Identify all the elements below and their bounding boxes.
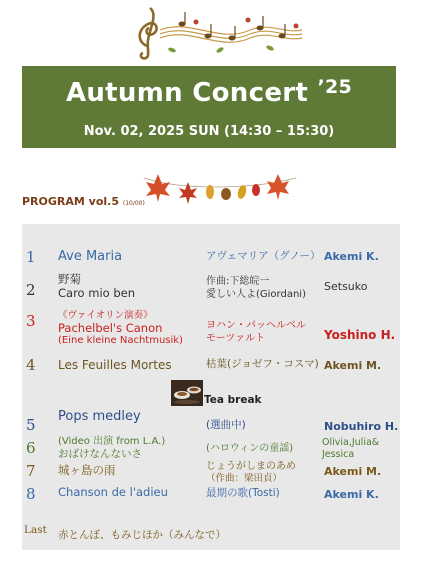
item-composer: アヴェマリア（グノー） (206, 250, 321, 262)
item-performer: Akemi K. (324, 250, 379, 263)
item-composer-line2: （作曲：梁田貞） (206, 473, 283, 484)
item-performer: Nobuhiro H. (324, 420, 399, 433)
item-composer: 枯葉(ジョゼフ・コスマ) (206, 358, 319, 370)
autumn-leaves-decoration (140, 168, 300, 208)
item-composer: 最期の歌(Tosti) (206, 487, 280, 499)
leaf-icon (221, 188, 231, 200)
item-composer: (選曲中) (206, 419, 246, 431)
item-number: 5 (26, 416, 36, 434)
music-notes-illustration (120, 0, 310, 62)
tea-break-label: Tea break (204, 394, 262, 406)
item-title-line1: 野菊 (58, 272, 81, 286)
item-composer-line1: じょうがしまのあめ (206, 461, 296, 472)
concert-date: Nov. 02, 2025 SUN (14:30 – 15:30) (83, 124, 335, 139)
program-label-small: (10/00) (122, 200, 145, 207)
item-performer-line1: Olivia,Julia& (322, 437, 380, 448)
concert-year: ’25 (317, 76, 353, 98)
concert-title: Autumn Concert $^{’25}$ (65, 76, 353, 108)
item-number: 1 (26, 248, 36, 266)
item-performer: Akemi M. (324, 359, 382, 372)
treble-clef-icon (140, 8, 157, 58)
item-number: 4 (26, 356, 36, 374)
item-title: Chanson de l'adieu (58, 485, 168, 499)
item-title-line2: Caro mio ben (58, 286, 135, 300)
item-title-line2: おばけなんないさ (58, 448, 142, 460)
item-number: 3 (26, 312, 36, 330)
item-number: 7 (26, 462, 36, 480)
program-label: PROGRAM vol.5 (10/00) (22, 195, 145, 208)
item-performer: Akemi M. (324, 465, 382, 478)
item-title: 城ヶ島の雨 (58, 463, 116, 477)
item-title-line2: Pachelbel's Canon (58, 321, 163, 335)
item-title-line1: 《ヴァイオリン演奏》 (58, 310, 153, 321)
item-title-line3: (Eine kleine Nachtmusik) (58, 335, 183, 346)
last-item-title: 赤とんぼ、もみじほか（みんなで） (58, 529, 226, 541)
item-performer: Setsuko (324, 280, 368, 293)
item-performer: Akemi K. (324, 488, 379, 501)
item-composer-line1: 作曲:下総皖一 (206, 276, 270, 287)
item-composer-line2: 愛しい人よ(Giordani) (206, 289, 306, 300)
item-performer-line2: Jessica (322, 449, 355, 460)
item-number: 2 (26, 281, 36, 299)
item-composer-line1: ヨハン・パッヘルベル (206, 320, 306, 331)
item-number: 8 (26, 485, 36, 503)
item-title: Ave Maria (58, 249, 123, 264)
item-number: 6 (26, 439, 36, 457)
last-item-label: Last (24, 524, 47, 536)
maple-leaf-icon (267, 174, 289, 200)
item-title: Pops medley (58, 409, 141, 424)
item-title-line1: (Video 出演 from L.A.) (58, 436, 166, 447)
title-banner (22, 66, 396, 148)
item-title: Les Feuilles Mortes (58, 358, 172, 372)
item-performer: Yoshino H. (324, 328, 396, 342)
item-composer-line2: モーツァルト (206, 333, 266, 344)
leaf-icon (206, 185, 214, 199)
item-composer: (ハロウィンの童謡) (206, 443, 294, 454)
tea-cups-icon (171, 380, 203, 406)
leaf-icon (252, 184, 260, 196)
maple-leaf-icon (146, 174, 170, 202)
